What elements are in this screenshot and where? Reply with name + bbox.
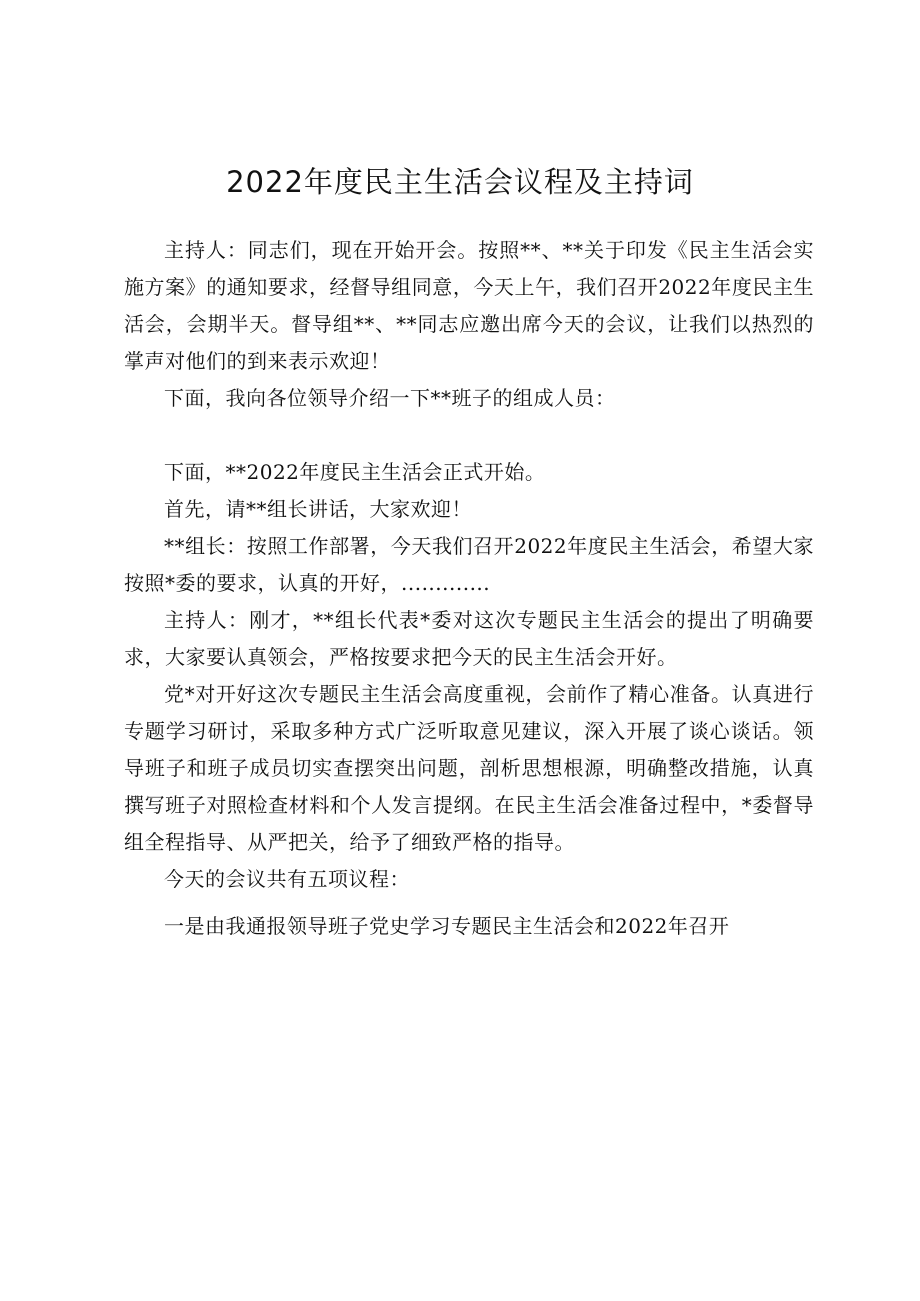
paragraph-opening: 主持人：同志们，现在开始开会。按照**、**关于印发《民主生活会实施方案》的通知要求，经督导组同意，今天上午，我们召开2022年度民主生活会，会期半天。督导组**、**同志应邀出席今天的会议，让我们以热烈的掌声对他们的到来表示欢迎！ xyxy=(124,238,814,373)
paragraph-invite-leader: 首先，请**组长讲话，大家欢迎！ xyxy=(164,497,472,521)
paragraph-agenda-item-1: 一是由我通报领导班子党史学习专题民主生活会和2022年召开 xyxy=(164,914,730,938)
blank-line xyxy=(124,417,814,454)
blank-space xyxy=(124,898,814,908)
paragraph-meeting-start: 下面，**2022年度民主生活会正式开始。 xyxy=(164,460,546,484)
document-body xyxy=(124,232,814,945)
paragraph-agenda-intro: 今天的会议共有五项议程： xyxy=(164,867,410,891)
paragraph-leader-speech: **组长：按照工作部署，今天我们召开2022年度民主生活会，希望大家按照*委的要求，认真的开好，............. xyxy=(124,534,814,595)
document-title: 2022年度民主生活会议程及主持词 xyxy=(226,165,694,199)
paragraph-preparation: 党*对开好这次专题民主生活会高度重视，会前作了精心准备。认真进行专题学习研讨，采取多种方式广泛听取意见建议，深入开展了谈心谈话。领导班子和班子成员切实查摆突出问题，剖析思想根源，明确整改措施，认真撰写班子对照检查材料和个人发言提纲。在民主生活会准备过程中，*委督导组全程指导、从严把关，给予了细致严格的指导。 xyxy=(124,682,814,854)
paragraph-introduce-members: 下面，我向各位领导介绍一下**班子的组成人员： xyxy=(164,386,616,410)
paragraph-host-summary: 主持人：刚才，**组长代表*委对这次专题民主生活会的提出了明确要求，大家要认真领会，严格按要求把今天的民主生活会开好。 xyxy=(124,608,814,669)
